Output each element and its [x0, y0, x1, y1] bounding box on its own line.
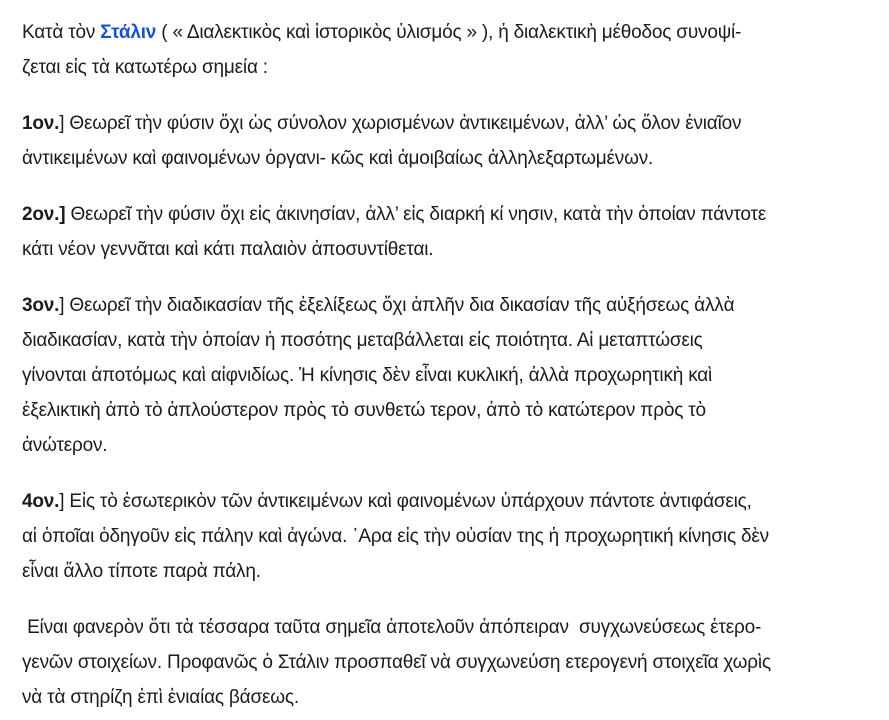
text-line	[22, 519, 867, 554]
text-run: Κατὰ τὸν	[22, 22, 101, 43]
text-run: γίνονται ἀποτόμως καὶ αἰφνιδίως. Ἡ κίνησις δὲν εἶναι κυκλική, ἀλλὰ προχωρητικὴ καὶ	[22, 365, 713, 386]
text-line	[22, 358, 867, 393]
text-line	[22, 323, 867, 358]
text-line	[22, 428, 867, 463]
text-run: νὰ τὰ στηρίζη ἐπὶ ἑνιαίας βάσεως.	[22, 687, 299, 708]
text-line	[22, 393, 867, 428]
text-line	[22, 680, 867, 715]
item-number-label: 3ον.	[22, 295, 60, 316]
item-number-label: 1ον.	[22, 113, 60, 134]
text-run: Θεωρεῖ τὴν φύσιν ὄχι εἰς ἀκινησίαν, ἀλλ’ εἰς διαρκή κί νησιν, κατὰ τὴν ὁποίαν πάντοτε	[65, 204, 767, 225]
text-run: ἐξελικτικὴ ἀπὸ τὸ ἁπλούστερον πρὸς τὸ συνθετώ τερον, ἀπὸ τὸ κατώτερον πρὸς τὸ	[22, 400, 706, 421]
text-run: διαδικασίαν, κατὰ τὴν ὁποίαν ἡ ποσότης μεταβάλλεται εἰς ποιότητα. Αἱ μεταπτώσεις	[22, 330, 703, 351]
text-run: εἶναι ἄλλο τίποτε παρὰ πάλη.	[22, 561, 261, 582]
paragraph	[22, 484, 867, 589]
paragraph	[22, 610, 867, 715]
text-line	[22, 288, 867, 323]
text-line	[22, 610, 867, 645]
text-run: κάτι νέον γεννᾶται καὶ κάτι παλαιὸν ἀποσυντίθεται.	[22, 239, 434, 260]
paragraph	[22, 197, 867, 267]
item-number-label: 4ον.	[22, 491, 60, 512]
text-line	[22, 554, 867, 589]
text-run: ] Εἰς τὸ ἐσωτερικὸν τῶν ἀντικειμένων καὶ φαινομένων ὑπάρχουν πάντοτε ἀντιφάσεις,	[59, 491, 752, 512]
text-run: ἀνώτερον.	[22, 435, 108, 456]
text-line	[22, 232, 867, 267]
text-line	[22, 141, 867, 176]
text-run: αἱ ὁποῖαι ὁδηγοῦν εἰς πάλην καὶ ἀγώνα. ῾Αρα εἰς τὴν οὐσίαν της ἡ προχωρητική κίνησις δὲν	[22, 526, 769, 547]
text-run: γενῶν στοιχείων. Προφανῶς ὁ Στάλιν προσπαθεῖ νὰ συγχωνεύση ετερογενή στοιχεῖα χωρὶς	[22, 652, 771, 673]
text-line	[22, 197, 867, 232]
text-run: ζεται εἰς τὰ κατωτέρω σημεία :	[22, 57, 268, 78]
text-line	[22, 484, 867, 519]
text-line	[22, 15, 867, 50]
stalin-link[interactable]: Στάλιν	[100, 22, 157, 43]
paragraph	[22, 15, 867, 85]
text-run: Είναι φανερὸν ὅτι τὰ τέσσαρα ταῦτα σημεῖα ἀποτελοῦν ἀπόπειραν συγχωνεύσεως ἑτερο-	[22, 617, 762, 638]
text-run: ἀντικειμένων καὶ φαινομένων ὀργανι- κῶς καὶ ἀμοιβαίως ἀλληλεξαρτωμένων.	[22, 148, 654, 169]
document-body	[22, 15, 867, 715]
paragraph	[22, 288, 867, 463]
item-number-label: 2ον.]	[22, 204, 66, 225]
text-line	[22, 645, 867, 680]
text-run: ] Θεωρεῖ τὴν φύσιν ὄχι ὡς σύνολον χωρισμένων ἀντικειμένων, ἀλλ’ ὡς ὅλον ἑνιαῖον	[59, 113, 742, 134]
text-line	[22, 106, 867, 141]
paragraph	[22, 106, 867, 176]
text-run: ( « Διαλεκτικὸς καὶ ἱστορικὸς ὑλισμός » ), ἡ διαλεκτικὴ μέθοδος συνοψί-	[156, 22, 742, 43]
text-line	[22, 50, 867, 85]
text-run: ] Θεωρεῖ τὴν διαδικασίαν τῆς ἐξελίξεως ὄχι ἁπλῆν δια δικασίαν τῆς αὐξήσεως ἀλλὰ	[59, 295, 735, 316]
